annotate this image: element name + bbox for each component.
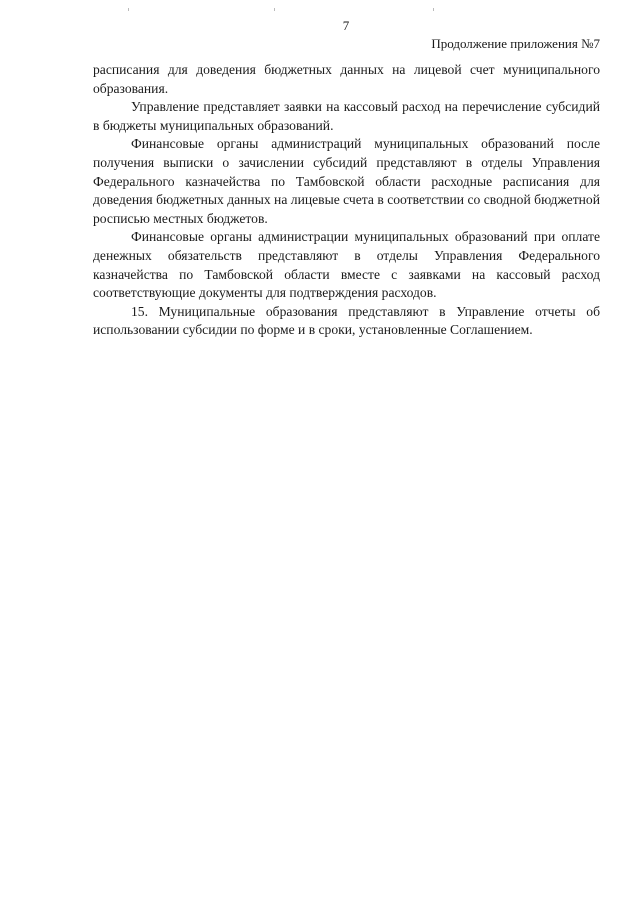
scan-artifact bbox=[128, 8, 129, 11]
paragraph-continuation: расписания для доведения бюджетных данных на лицевой счет муниципального образования. bbox=[93, 62, 600, 96]
document-body bbox=[93, 61, 600, 340]
paragraph-clause-15-reports: 15. Муниципальные образования представляют в Управление отчеты об использовании субсидии по форме и в сроки, установленные Соглашением. bbox=[93, 303, 600, 338]
paragraph-financial-bodies-schedules: Финансовые органы администраций муниципальных образований после получения выписки о зачислении субсидий представляют в отделы Управления Федерального казначейства по Тамбовской области расходные расписания для доведения бюджетных данных на лицевые счета в соответствии со сводной бюджетной росписью местных бюджетов. bbox=[93, 136, 600, 226]
scan-artifact bbox=[274, 8, 275, 11]
page-number: 7 bbox=[342, 18, 350, 33]
paragraph-treasury-requests: Управление представляет заявки на кассовый расход на перечисление субсидий в бюджеты муниципальных образований. bbox=[93, 99, 600, 133]
scan-artifact bbox=[433, 8, 434, 11]
paragraph-financial-bodies-payments: Финансовые органы администрации муниципальных образований при оплате денежных обязательств представляют в отделы Управления Федерального казначейства по Тамбовской области вместе с заявками на кассовый расход соответствующие документы для подтверждения расходов. bbox=[93, 229, 600, 301]
appendix-continuation-note: Продолжение приложения №7 bbox=[431, 36, 600, 51]
